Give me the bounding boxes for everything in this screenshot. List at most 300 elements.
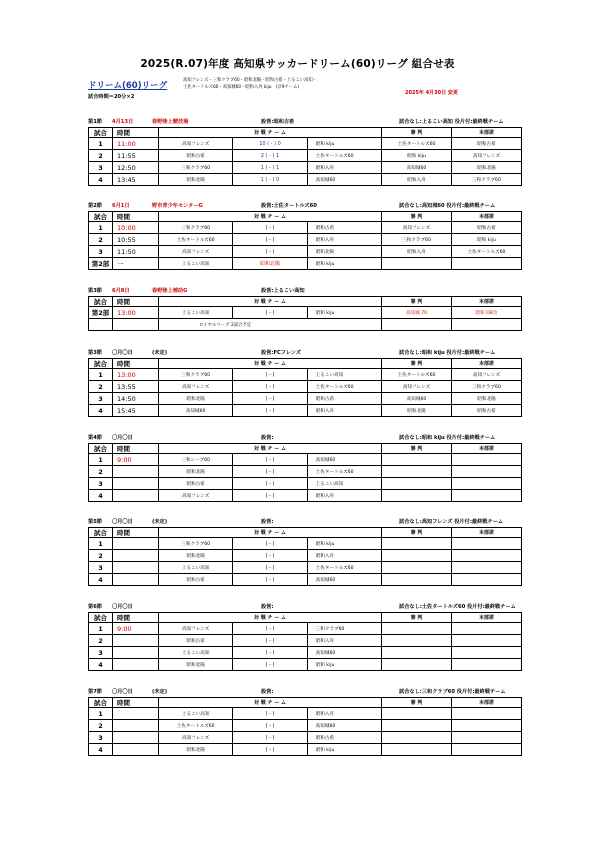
match-time-cell [113, 647, 159, 659]
referee [382, 466, 452, 478]
score: ( - ) [233, 478, 307, 490]
team-b: 高知城60 [307, 454, 381, 466]
header-teams: 対 戦 チ ー ム [159, 297, 382, 307]
score: ( - ) [233, 744, 307, 756]
match-number: 1 [89, 454, 113, 466]
match-number: 2 [89, 550, 113, 562]
setup-team: 設営: [261, 519, 274, 525]
table-row [89, 369, 522, 381]
match-time-cell: 14:50 [113, 393, 159, 405]
duty-info: 試合なし:高知城60 役片付:最終戦チーム [399, 203, 496, 209]
team-a: 上るこい高知 [159, 647, 233, 659]
hq-desk: 高知フレンズ [452, 369, 522, 381]
match-time-cell: 12:50 [113, 162, 159, 174]
hq-desk [452, 744, 522, 756]
round-date: 〇月〇日 [112, 604, 133, 610]
team-a: 昭和北陽 [159, 393, 233, 405]
team-b: 昭和入舟 [307, 635, 381, 647]
table-row [89, 490, 522, 502]
header-match: 試合 [89, 444, 113, 454]
table-row [89, 381, 522, 393]
team-a: 昭和古希 [159, 478, 233, 490]
referee [382, 647, 452, 659]
referee [382, 562, 452, 574]
table-row [89, 708, 522, 720]
referee: 昭和入舟 [382, 246, 452, 258]
hq-desk: 昭和古希 [452, 222, 522, 234]
match-number: 4 [89, 405, 113, 417]
score: ( - ) [233, 234, 307, 246]
team-b: 上るこい高知 [307, 478, 381, 490]
header-referee: 審 判 [382, 528, 452, 538]
round-number: 第5節 [88, 519, 102, 525]
header-hq: 本部席 [452, 528, 522, 538]
hq-desk [452, 538, 522, 550]
hq-desk: 高知フレンズ [452, 150, 522, 162]
duty-info: 試合なし:高知フレンズ 役片付:最終戦チーム [399, 519, 504, 525]
hq-desk: 昭和 OB会 [452, 307, 522, 319]
match-number: 3 [89, 647, 113, 659]
header-teams: 対 戦 チ ー ム [159, 444, 382, 454]
table-row [89, 635, 522, 647]
header-referee: 審 判 [382, 359, 452, 369]
team-b: 昭和 kiju [307, 538, 381, 550]
hq-desk: 昭和北陽 [452, 162, 522, 174]
score: ( - ) [233, 623, 307, 635]
note-empty [113, 319, 159, 331]
referee [382, 623, 452, 635]
match-table [88, 296, 522, 331]
table-row [89, 162, 522, 174]
page-title: 2025(R.07)年度 高知県サッカードリーム(60)リーグ 組合せ表 [140, 58, 455, 70]
match-time-cell [113, 550, 159, 562]
hq-desk [452, 708, 522, 720]
header-hq: 本部席 [452, 444, 522, 454]
header-teams: 対 戦 チ ー ム [159, 359, 382, 369]
score: ( - ) [233, 454, 307, 466]
hq-desk: 昭和古希 [452, 138, 522, 150]
score: ( - ) [233, 659, 307, 671]
match-number: 第2部 [89, 307, 113, 319]
score: 1 ( - ) 0 [233, 174, 307, 186]
round-number: 第6節 [88, 604, 102, 610]
referee [382, 732, 452, 744]
match-number: 2 [89, 234, 113, 246]
table-header-row [89, 359, 522, 369]
header-time: 時間 [113, 698, 159, 708]
header-referee: 審 判 [382, 613, 452, 623]
referee: 高知城 70 [382, 307, 452, 319]
header-time: 時間 [113, 359, 159, 369]
hq-desk [452, 490, 522, 502]
round-section [88, 285, 522, 331]
setup-team: 設営: [261, 604, 274, 610]
round-header [88, 432, 522, 443]
team-a: 高知フレンズ [159, 381, 233, 393]
match-time-cell: 13:00 [113, 307, 159, 319]
header-teams: 対 戦 チ ー ム [159, 528, 382, 538]
match-number: 3 [89, 732, 113, 744]
table-header-row [89, 613, 522, 623]
match-number: 1 [89, 369, 113, 381]
match-time-cell [113, 466, 159, 478]
match-time-cell: 9:00 [113, 623, 159, 635]
score: 2 ( - ) 1 [233, 150, 307, 162]
table-row [89, 623, 522, 635]
match-number: 第2部 [89, 258, 113, 270]
score: ( - ) [233, 369, 307, 381]
table-row [89, 659, 522, 671]
team-a: 上るこい高知 [159, 708, 233, 720]
match-time-cell [113, 720, 159, 732]
round-venue: (未定) [152, 350, 168, 356]
team-a: 高知フレンズ [159, 246, 233, 258]
referee: 高知城60 [382, 393, 452, 405]
round-header [88, 686, 522, 697]
header-match: 試合 [89, 359, 113, 369]
table-row [89, 405, 522, 417]
team-a: 三和クラブ60 [159, 162, 233, 174]
header-time: 時間 [113, 528, 159, 538]
team-a: 土佐タートルズ60 [159, 720, 233, 732]
hq-desk [452, 466, 522, 478]
score: ( - ) [233, 538, 307, 550]
match-time-cell: 10:00 [113, 222, 159, 234]
table-row [89, 393, 522, 405]
header-hq: 本部席 [452, 128, 522, 138]
team-a: 三和シープ60 [159, 454, 233, 466]
match-number: 1 [89, 222, 113, 234]
team-b: 高知城60 [307, 647, 381, 659]
round-number: 第3節 [88, 288, 102, 294]
table-row [89, 550, 522, 562]
header-teams: 対 戦 チ ー ム [159, 613, 382, 623]
referee: 昭和北陽 [382, 405, 452, 417]
duty-info: 試合なし:土佐タートルズ60 役片付:最終戦チーム [399, 604, 516, 610]
team-a: 昭和北陽 [159, 550, 233, 562]
team-a: 高知フレンズ [159, 623, 233, 635]
round-section [88, 347, 522, 417]
setup-team: 設営:上るこい高知 [261, 288, 305, 294]
hq-desk [452, 454, 522, 466]
round-header [88, 347, 522, 358]
table-row [89, 562, 522, 574]
match-time-cell: 10:55 [113, 234, 159, 246]
match-time-cell: 11:50 [113, 246, 159, 258]
team-b: 昭和 kiju [307, 307, 381, 319]
note-row [89, 319, 522, 331]
team-b: 昭和 kiju [307, 258, 381, 270]
round-venue: 春野陸上競技場 [152, 119, 189, 125]
team-a: 昭和北陽 [159, 744, 233, 756]
team-b: 昭和 kiju [307, 138, 381, 150]
header-match: 試合 [89, 212, 113, 222]
round-section [88, 200, 522, 270]
match-number: 1 [89, 538, 113, 550]
header-match: 試合 [89, 297, 113, 307]
match-time-cell [113, 732, 159, 744]
score: 10 ( - ) 0 [233, 138, 307, 150]
match-number: 4 [89, 744, 113, 756]
match-time-cell: 9:00 [113, 454, 159, 466]
match-time-cell [113, 635, 159, 647]
match-time-cell [113, 574, 159, 586]
team-b: 三和クラブ60 [307, 623, 381, 635]
team-b: 昭和入舟 [307, 234, 381, 246]
score: ( - ) [233, 307, 307, 319]
match-number: 2 [89, 720, 113, 732]
score: ( - ) [233, 720, 307, 732]
header-referee: 審 判 [382, 698, 452, 708]
hq-desk [452, 478, 522, 490]
match-time-cell [113, 744, 159, 756]
team-a: 昭和古希 [159, 150, 233, 162]
match-number: 4 [89, 574, 113, 586]
round-section [88, 686, 522, 756]
referee [382, 478, 452, 490]
header-time: 時間 [113, 212, 159, 222]
match-time-cell [113, 538, 159, 550]
team-a: 土佐タートルズ60 [159, 234, 233, 246]
round-section [88, 432, 522, 502]
duty-info: 試合なし:三和クラブ60 役片付:最終戦チーム [399, 689, 506, 695]
match-time-cell [113, 478, 159, 490]
round-number: 第7節 [88, 689, 102, 695]
team-a: 三和クラブ60 [159, 538, 233, 550]
match-time-cell: 一 [113, 258, 159, 270]
hq-desk [452, 258, 522, 270]
header-referee: 審 判 [382, 212, 452, 222]
referee: 昭和入舟 [382, 174, 452, 186]
match-time-cell: 13:00 [113, 369, 159, 381]
score: ( - ) [233, 708, 307, 720]
team-b: 昭和入舟 [307, 162, 381, 174]
team-a: 上るこい高知 [159, 307, 233, 319]
referee [382, 744, 452, 756]
match-time-cell [113, 490, 159, 502]
header-hq: 本部席 [452, 359, 522, 369]
match-number: 1 [89, 623, 113, 635]
match-number: 3 [89, 162, 113, 174]
team-b: 昭和入舟 [307, 708, 381, 720]
match-table [88, 358, 522, 417]
team-b: 土佐タートルズ60 [307, 150, 381, 162]
round-note: ロイヤルリーグ 2試合予定 [159, 319, 382, 331]
match-number: 4 [89, 659, 113, 671]
hq-desk: 土佐タートルズ60 [452, 246, 522, 258]
table-row [89, 222, 522, 234]
score: 1 ( - ) 1 [233, 162, 307, 174]
table-header-row [89, 128, 522, 138]
table-header-row [89, 212, 522, 222]
team-a: 三和クラブ60 [159, 369, 233, 381]
score: ( - ) [233, 550, 307, 562]
team-b: 土佐タートルズ60 [307, 562, 381, 574]
round-header [88, 601, 522, 612]
header-match: 試合 [89, 528, 113, 538]
table-row [89, 150, 522, 162]
match-time-cell: 11:00 [113, 138, 159, 150]
team-a: 三和クラブ60 [159, 222, 233, 234]
referee: 昭和 kiju [382, 150, 452, 162]
match-number: 4 [89, 490, 113, 502]
team-a: 昭和古希 [159, 635, 233, 647]
match-number: 2 [89, 150, 113, 162]
match-time-cell [113, 708, 159, 720]
team-a: 昭和古希 [159, 574, 233, 586]
hq-desk [452, 623, 522, 635]
header-time: 時間 [113, 297, 159, 307]
referee [382, 538, 452, 550]
team-a: 高知城60 [159, 405, 233, 417]
score: ( - ) [233, 381, 307, 393]
score: ( - ) [233, 732, 307, 744]
match-number: 2 [89, 466, 113, 478]
setup-team: 設営: [261, 435, 274, 441]
header-referee: 審 判 [382, 128, 452, 138]
score: 昭和北陽 [233, 258, 307, 270]
team-b: 昭和北陽 [307, 246, 381, 258]
setup-team: 設営:昭和古希 [261, 119, 295, 125]
table-row [89, 307, 522, 319]
note-empty [452, 319, 522, 331]
duty-info: 試合なし:昭和 kiju 役片付:最終戦チーム [399, 435, 496, 441]
match-number: 3 [89, 562, 113, 574]
team-b: 高知城60 [307, 720, 381, 732]
match-table [88, 612, 522, 671]
team-b: 昭和入舟 [307, 550, 381, 562]
match-number: 2 [89, 381, 113, 393]
header-time: 時間 [113, 444, 159, 454]
round-venue: 野市青少年センターG [152, 203, 203, 209]
match-table [88, 527, 522, 586]
duty-info: 試合なし:上るこい高知 役片付:最終戦チーム [399, 119, 504, 125]
round-date: 〇月〇日 [112, 519, 133, 525]
score: ( - ) [233, 405, 307, 417]
score: ( - ) [233, 635, 307, 647]
round-date: 4月13日 [112, 119, 134, 125]
header-referee: 審 判 [382, 444, 452, 454]
team-a: 上るこい高知 [159, 258, 233, 270]
match-number: 3 [89, 393, 113, 405]
round-venue: 春野陸上補助G [152, 288, 188, 294]
setup-team: 設営:FCフレンズ [261, 350, 302, 356]
round-number: 第2節 [88, 203, 102, 209]
table-row [89, 174, 522, 186]
hq-desk: 昭和北陽 [452, 393, 522, 405]
match-number: 4 [89, 174, 113, 186]
referee: 土佐タートルズ60 [382, 138, 452, 150]
match-time-cell: 15:45 [113, 405, 159, 417]
match-time-cell [113, 562, 159, 574]
table-row [89, 466, 522, 478]
header-hq: 本部席 [452, 212, 522, 222]
teams-line-1: 高知フレンズ・三和クラブ60・昭和北陽・昭和古希・上るこい高知・ [183, 78, 317, 83]
header-teams: 対 戦 チ ー ム [159, 128, 382, 138]
round-date: 〇月〇日 [112, 435, 133, 441]
team-b: 高知城60 [307, 574, 381, 586]
header-hq: 本部席 [452, 297, 522, 307]
team-a: 高知フレンズ [159, 138, 233, 150]
match-number: 3 [89, 246, 113, 258]
team-a: 昭和北陽 [159, 174, 233, 186]
hq-desk: 三和クラブ60 [452, 381, 522, 393]
referee: 高知城60 [382, 162, 452, 174]
table-row [89, 744, 522, 756]
team-b: 昭和古希 [307, 393, 381, 405]
score: ( - ) [233, 466, 307, 478]
match-time-cell: 11:55 [113, 150, 159, 162]
round-header [88, 200, 522, 211]
score: ( - ) [233, 246, 307, 258]
table-header-row [89, 528, 522, 538]
round-date: 6月8日 [112, 288, 130, 294]
team-b: 高知城60 [307, 174, 381, 186]
round-venue: (未定) [152, 689, 168, 695]
hq-desk: 昭和古希 [452, 405, 522, 417]
referee [382, 708, 452, 720]
team-b: 昭和古希 [307, 222, 381, 234]
table-row [89, 538, 522, 550]
referee [382, 720, 452, 732]
table-row [89, 732, 522, 744]
hq-desk [452, 659, 522, 671]
round-number: 第3節 [88, 350, 102, 356]
referee [382, 454, 452, 466]
team-a: 高知フレンズ [159, 490, 233, 502]
team-b: 土佐タートルズ60 [307, 466, 381, 478]
team-b: 昭和入舟 [307, 405, 381, 417]
match-time: 試合時間＝20分×2 [88, 94, 135, 100]
setup-team: 設営:土佐タートルズ60 [261, 203, 317, 209]
hq-desk [452, 550, 522, 562]
match-table [88, 127, 522, 186]
round-date: 〇月〇日 [112, 350, 133, 356]
hq-desk [452, 562, 522, 574]
match-number: 1 [89, 138, 113, 150]
match-number: 1 [89, 708, 113, 720]
changed-date: 2025年 4月30日 変更 [405, 90, 458, 96]
table-row [89, 574, 522, 586]
match-table [88, 443, 522, 502]
team-a: 昭和北陽 [159, 659, 233, 671]
hq-desk [452, 720, 522, 732]
header-hq: 本部席 [452, 613, 522, 623]
round-date: 〇月〇日 [112, 689, 133, 695]
score: ( - ) [233, 647, 307, 659]
hq-desk [452, 574, 522, 586]
round-header [88, 116, 522, 127]
score: ( - ) [233, 574, 307, 586]
referee [382, 258, 452, 270]
score: ( - ) [233, 562, 307, 574]
team-a: 上るこい高知 [159, 562, 233, 574]
note-empty [89, 319, 113, 331]
header-match: 試合 [89, 128, 113, 138]
team-b: 昭和入舟 [307, 490, 381, 502]
score: ( - ) [233, 222, 307, 234]
match-time-cell: 13:45 [113, 174, 159, 186]
table-row [89, 246, 522, 258]
referee [382, 550, 452, 562]
table-row [89, 138, 522, 150]
table-header-row [89, 698, 522, 708]
referee [382, 490, 452, 502]
header-hq: 本部席 [452, 698, 522, 708]
team-a: 昭和北陽 [159, 466, 233, 478]
referee [382, 659, 452, 671]
round-section [88, 116, 522, 186]
